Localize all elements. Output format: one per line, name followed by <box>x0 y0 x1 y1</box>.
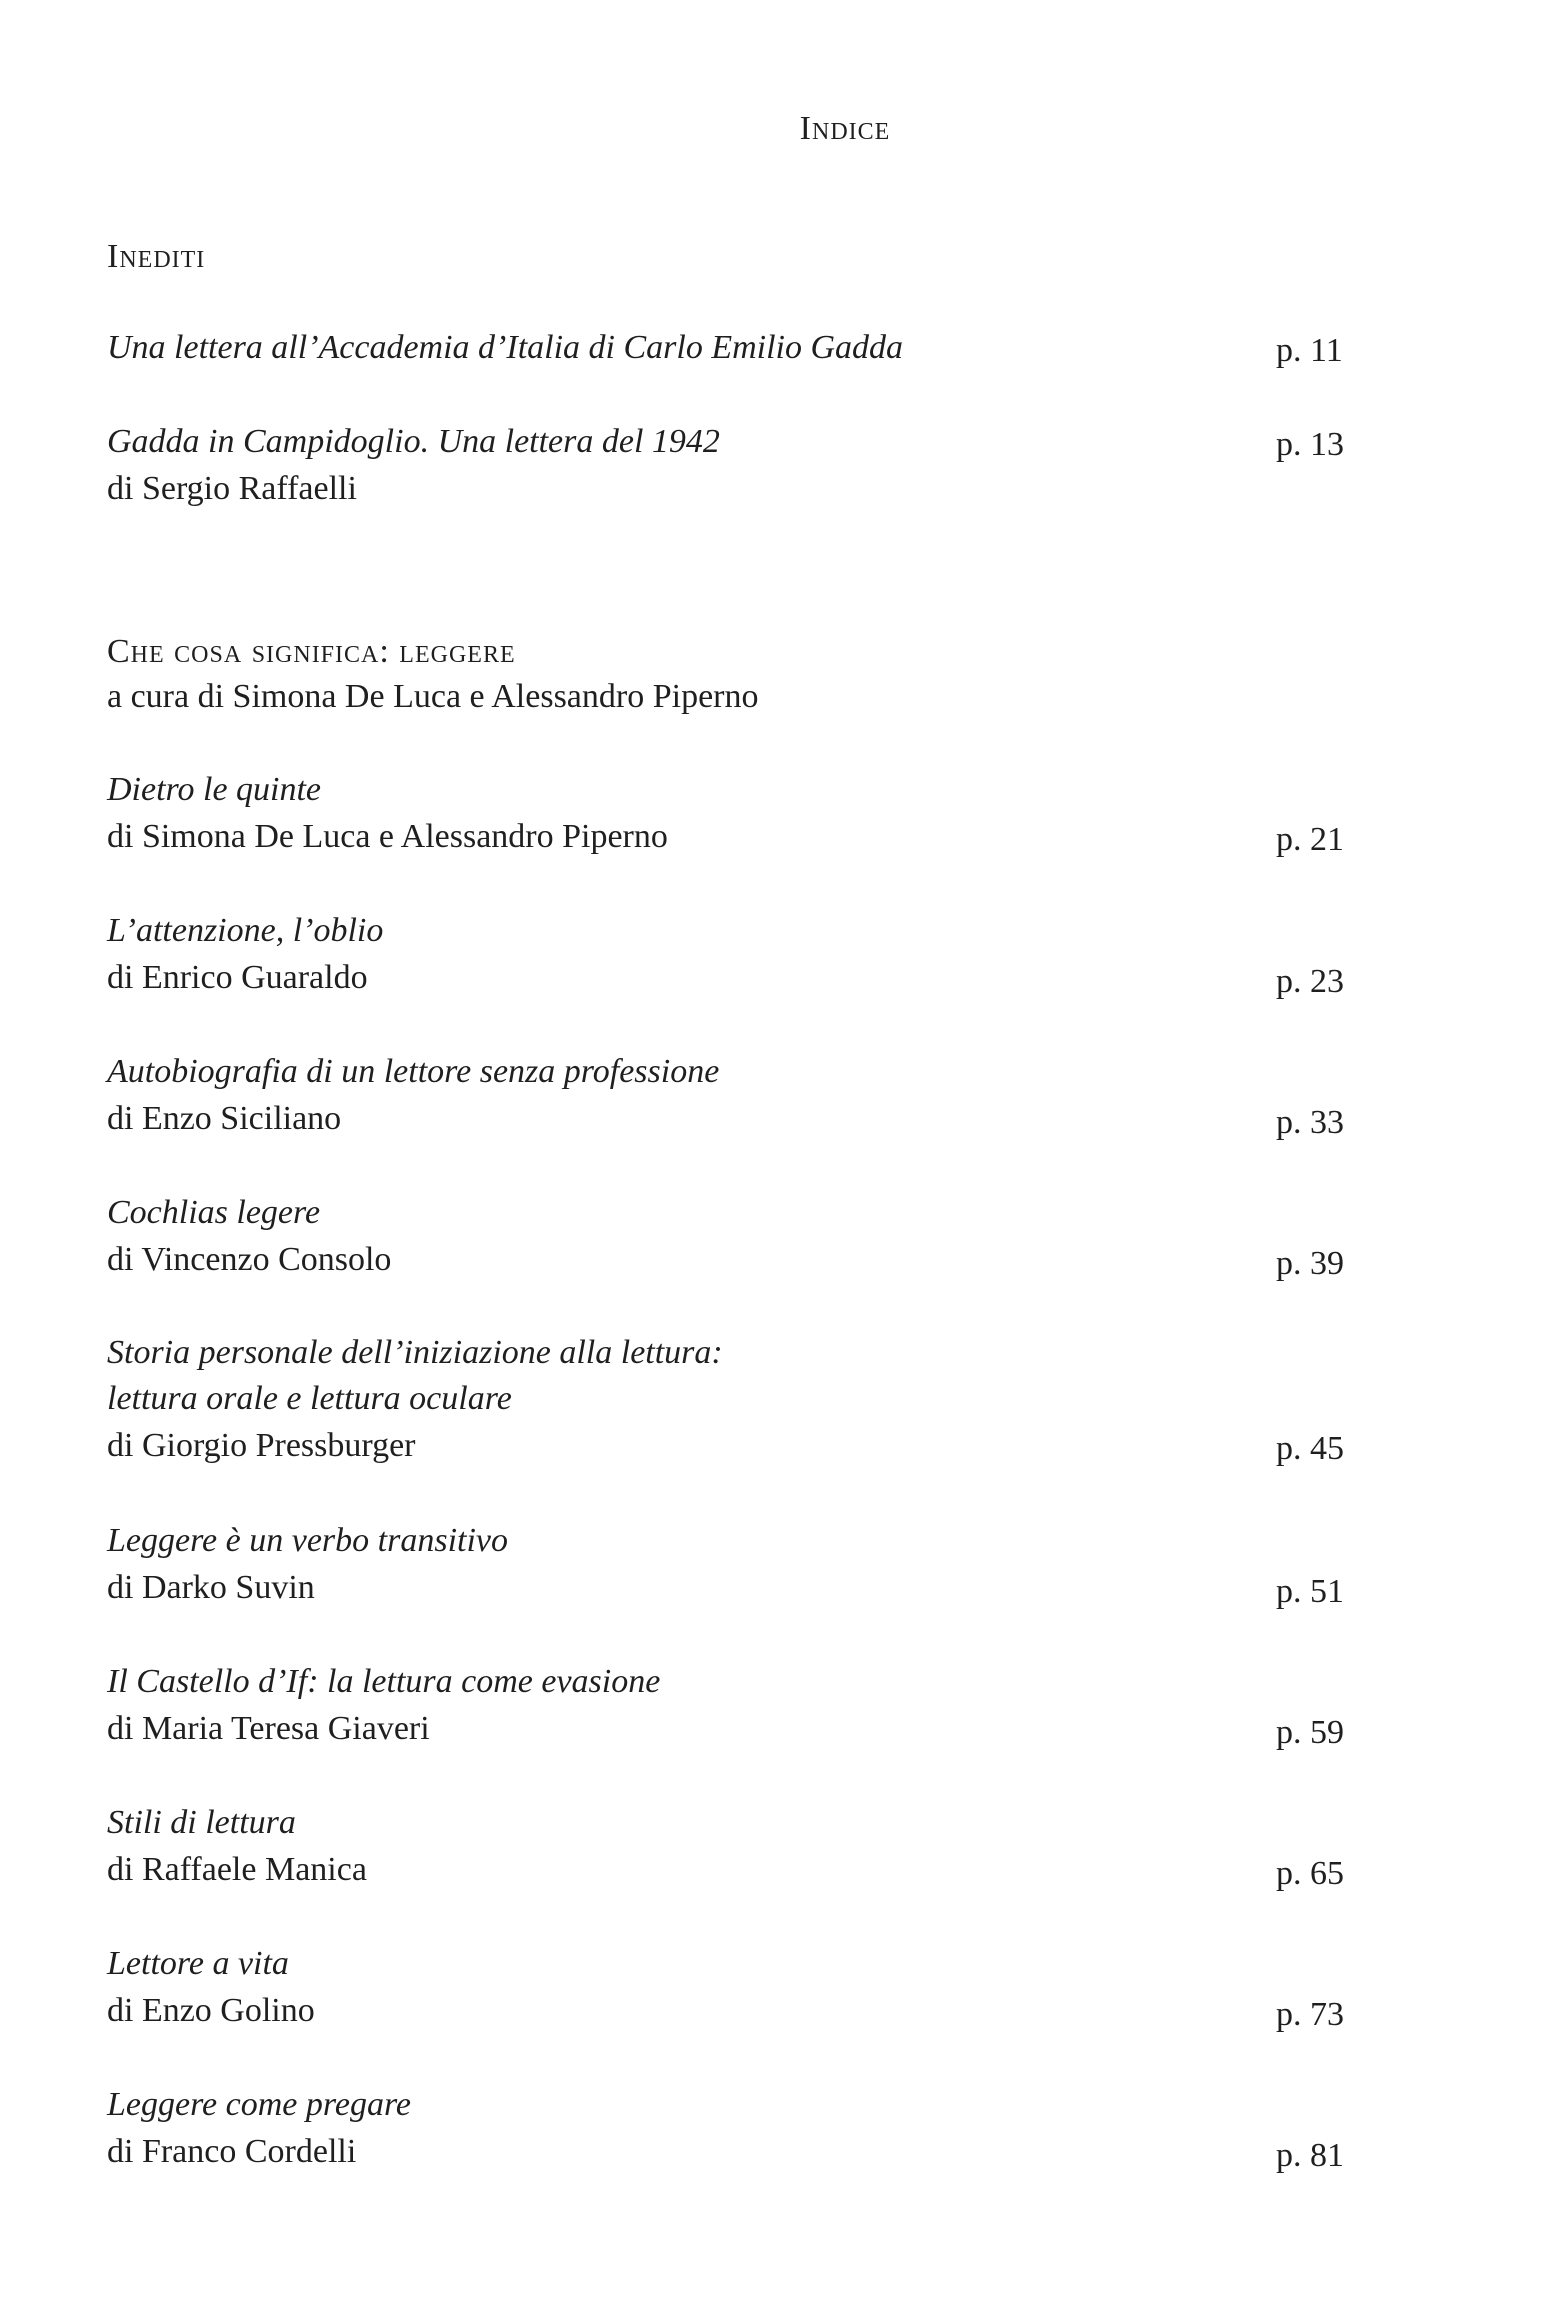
entry-page-number: p. 73 <box>1276 1996 1344 2033</box>
entry-title: Una lettera all’Accademia d’Italia di Carlo Emilio Gadda <box>107 329 904 366</box>
entry-page-number: p. 23 <box>1276 963 1344 1000</box>
entry-author: di Simona De Luca e Alessandro Piperno <box>107 818 668 855</box>
entry-title: Il Castello d’If: la lettura come evasione <box>107 1663 661 1700</box>
entry-title: Gadda in Campidoglio. Una lettera del 1942 <box>107 423 720 460</box>
entry-title: Lettore a vita <box>107 1945 289 1982</box>
entry-page-number: p. 11 <box>1276 332 1343 369</box>
entry-author: di Enrico Guaraldo <box>107 959 368 996</box>
section-heading-inediti: Inediti <box>107 238 206 275</box>
entry-page-number: p. 59 <box>1276 1714 1344 1751</box>
entry-title: L’attenzione, l’oblio <box>107 912 384 949</box>
entry-title-continued: lettura orale e lettura oculare <box>107 1380 512 1417</box>
section-editors: a cura di Simona De Luca e Alessandro Piperno <box>107 678 759 715</box>
entry-author: di Sergio Raffaelli <box>107 470 357 507</box>
entry-page-number: p. 21 <box>1276 821 1344 858</box>
entry-page-number: p. 51 <box>1276 1573 1344 1610</box>
entry-page-number: p. 45 <box>1276 1430 1344 1467</box>
entry-title: Leggere come pregare <box>107 2086 412 2123</box>
entry-page-number: p. 13 <box>1276 426 1344 463</box>
entry-author: di Enzo Golino <box>107 1992 315 2029</box>
entry-author: di Vincenzo Consolo <box>107 1241 392 1278</box>
entry-page-number: p. 39 <box>1276 1245 1344 1282</box>
entry-title: Leggere è un verbo transitivo <box>107 1522 508 1559</box>
entry-author: di Franco Cordelli <box>107 2133 357 2170</box>
entry-author: di Maria Teresa Giaveri <box>107 1710 430 1747</box>
entry-title: Storia personale dell’iniziazione alla lettura: <box>107 1334 723 1371</box>
entry-page-number: p. 33 <box>1276 1104 1344 1141</box>
entry-title: Stili di lettura <box>107 1804 296 1841</box>
section-heading-che-cosa-significa: Che cosa significa: leggere <box>107 633 516 670</box>
entry-title: Dietro le quinte <box>107 771 322 808</box>
entry-page-number: p. 81 <box>1276 2137 1344 2174</box>
entry-author: di Darko Suvin <box>107 1569 315 1606</box>
entry-author: di Enzo Siciliano <box>107 1100 342 1137</box>
entry-author: di Giorgio Pressburger <box>107 1427 416 1464</box>
entry-title: Cochlias legere <box>107 1194 321 1231</box>
entry-title: Autobiografia di un lettore senza professione <box>107 1053 720 1090</box>
entry-page-number: p. 65 <box>1276 1855 1344 1892</box>
page-title: Indice <box>799 110 891 147</box>
entry-author: di Raffaele Manica <box>107 1851 367 1888</box>
